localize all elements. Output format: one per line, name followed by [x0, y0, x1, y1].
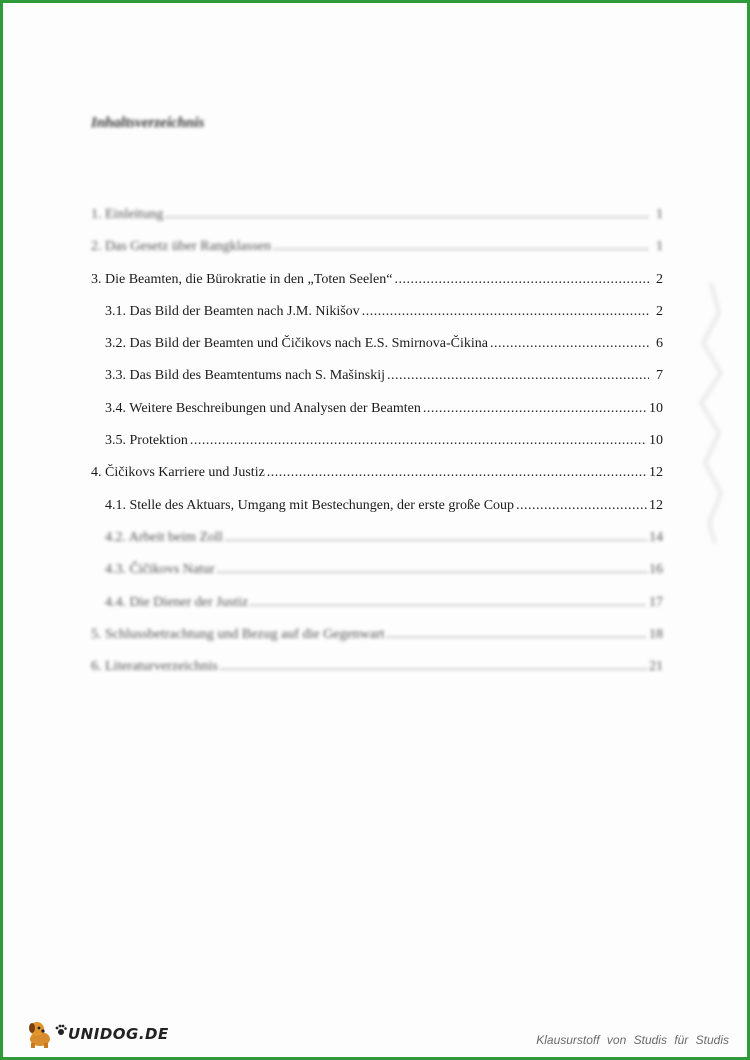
- toc-entry-page: 16: [649, 562, 663, 578]
- toc-entry-label: 3. Die Beamten, die Bürokratie in den „Toten Seelen“: [91, 271, 393, 287]
- toc-dot-leader: [225, 526, 647, 550]
- toc-dot-leader: [217, 558, 647, 582]
- toc-entry-page: 18: [649, 626, 663, 642]
- toc-dot-leader: [273, 235, 649, 259]
- toc-dot-leader: [267, 461, 647, 485]
- footer-tagline: Klausurstoff von Studis für Studis: [536, 1033, 729, 1047]
- toc-entry[interactable]: [91, 300, 663, 332]
- toc-entry[interactable]: [91, 203, 663, 235]
- toc-title: Inhaltsverzeichnis: [91, 115, 205, 131]
- toc-entry[interactable]: [91, 526, 663, 558]
- toc-entry-label: 6. Literaturverzeichnis: [91, 659, 218, 675]
- toc-dot-leader: [490, 332, 649, 356]
- toc-entry-label: 4.4. Die Diener der Justiz: [105, 594, 249, 610]
- toc-entry-page: 7: [656, 368, 663, 384]
- toc-entry-label: 3.1. Das Bild der Beamten nach J.M. Nikišov: [105, 303, 360, 319]
- toc-entry-label: 4.2. Arbeit beim Zoll: [105, 529, 223, 545]
- toc-entry-label: 4. Čičikovs Karriere und Justiz: [91, 465, 265, 481]
- toc-entry[interactable]: [91, 623, 663, 655]
- toc-entry-page: 17: [649, 594, 663, 610]
- toc-dot-leader: [516, 494, 647, 518]
- toc-entry-label: 3.5. Protektion: [105, 433, 188, 449]
- toc-entry-label: 3.3. Das Bild des Beamtentums nach S. Mašinskij: [105, 368, 385, 384]
- toc-entry[interactable]: [91, 494, 663, 526]
- toc-entry-page: 21: [649, 659, 663, 675]
- toc-dot-leader: [362, 300, 649, 324]
- toc-entry[interactable]: [91, 364, 663, 396]
- dog-icon: [25, 1019, 55, 1049]
- toc-entry[interactable]: [91, 429, 663, 461]
- toc-entry-label: 5. Schlussbetrachtung und Bezug auf die Gegenwart: [91, 626, 385, 642]
- toc-dot-leader: [387, 364, 649, 388]
- unidog-logo[interactable]: [25, 1019, 169, 1049]
- toc-dot-leader: [165, 203, 649, 227]
- toc-entry-label: 3.4. Weitere Beschreibungen und Analysen der Beamten: [105, 400, 421, 416]
- toc-entry-label: 4.1. Stelle des Aktuars, Umgang mit Bestechungen, der erste große Coup: [105, 497, 515, 513]
- paw-icon: [55, 1024, 67, 1036]
- toc-entry-page: 10: [649, 400, 663, 416]
- toc-entry-page: 2: [656, 271, 663, 287]
- toc-entry[interactable]: [91, 591, 663, 623]
- toc-entry-page: 1: [656, 239, 663, 255]
- table-of-contents: [91, 203, 663, 687]
- toc-entry[interactable]: [91, 461, 663, 493]
- toc-dot-leader: [394, 268, 649, 292]
- toc-dot-leader: [423, 397, 647, 421]
- toc-dot-leader: [387, 623, 647, 647]
- toc-entry-label: 1. Einleitung: [91, 207, 164, 222]
- toc-entry[interactable]: [91, 268, 663, 300]
- toc-entry-page: 14: [649, 529, 663, 545]
- watermark-graphic: [691, 283, 731, 543]
- toc-entry[interactable]: [91, 397, 663, 429]
- toc-entry-page: 12: [649, 497, 663, 513]
- toc-entry-page: 2: [656, 303, 663, 319]
- toc-dot-leader: [220, 655, 647, 679]
- toc-entry[interactable]: [91, 655, 663, 687]
- toc-entry[interactable]: [91, 235, 663, 267]
- logo-text: UNIDOG.DE: [68, 1025, 169, 1043]
- toc-dot-leader: [190, 429, 647, 453]
- toc-dot-leader: [250, 591, 647, 615]
- toc-entry[interactable]: [91, 558, 663, 590]
- toc-entry-page: 1: [656, 207, 663, 222]
- toc-entry-label: 2. Das Gesetz über Rangklassen: [91, 239, 272, 255]
- toc-entry-label: 3.2. Das Bild der Beamten und Čičikovs nach E.S. Smirnova-Čikina: [105, 336, 489, 352]
- toc-entry-page: 6: [656, 336, 663, 352]
- toc-entry-page: 12: [649, 465, 663, 481]
- toc-entry-page: 10: [649, 433, 663, 449]
- toc-entry-label: 4.3. Čičikovs Natur: [105, 562, 215, 578]
- toc-entry[interactable]: [91, 332, 663, 364]
